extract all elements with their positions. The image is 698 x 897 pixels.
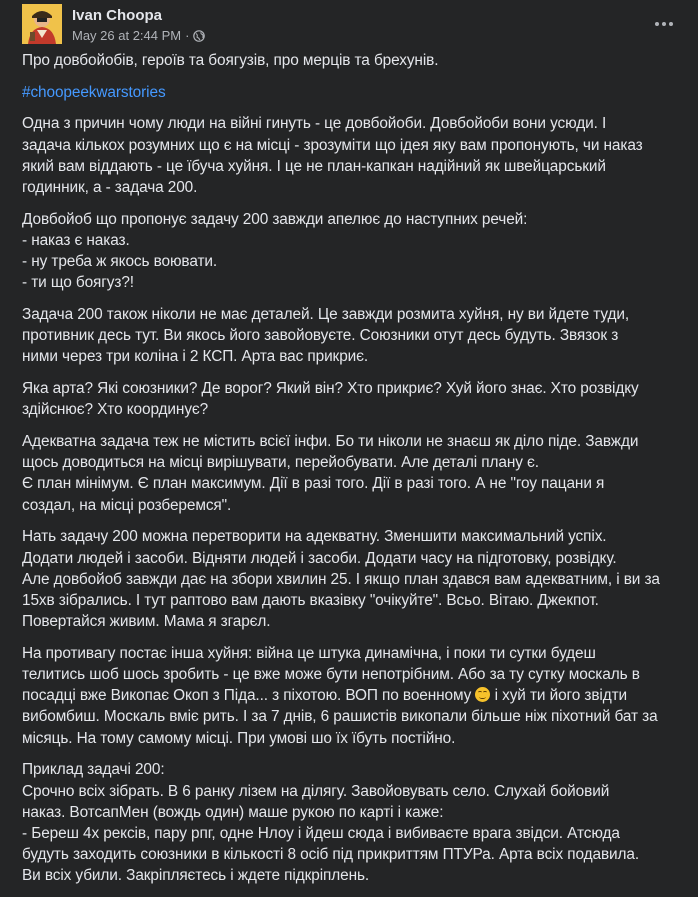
text-line: Срочно всіх зібрать. В 6 ранку лізем на ділягу. Завойовувать село. Слухай бойовий — [22, 782, 610, 800]
text-line: Одна з причин чому люди на війні гинуть - це довбойоби. Довбойоби вони усюди. І — [22, 115, 607, 133]
hashtag-link[interactable]: #choopeekwarstories — [22, 83, 166, 101]
text-line: ними через три коліна і 2 КСП. Арта вас прикриє. — [22, 348, 369, 366]
more-dot-icon — [655, 22, 659, 26]
author-avatar[interactable] — [22, 4, 62, 44]
text-line: годинник, а - задача 200. — [22, 179, 198, 197]
avatar-illustration — [22, 4, 62, 44]
text-line: вибомбиш. Москаль вміє рить. І за 7 днів, 6 рашистів викопали більше ніж піхотний бат за — [22, 708, 658, 726]
author-name[interactable]: Ivan Choopa — [72, 7, 163, 24]
text-line: 15хв зібрались. І тут раптово вам дають вказівку "очікуйте". Всьо. Вітаю. Джекпот. — [22, 591, 599, 609]
text-line: Адекватна задача теж не містить всієї інфи. Бо ти ніколи не знаєш як діло піде. Завжди — [22, 433, 639, 451]
text-line: здійснює? Хто координує? — [22, 401, 209, 419]
text-line: Приклад задачі 200: — [22, 761, 165, 779]
text-line — [22, 685, 682, 706]
globe-icon[interactable] — [193, 30, 205, 42]
paragraph-2 — [22, 209, 682, 294]
text-line: Додати людей і засоби. Відняти людей і засоби. Додати часу на підготовку, розвідку. — [22, 549, 617, 567]
post-meta — [72, 28, 205, 43]
text-line: телитись шоб шось зробить - це вже може бути непотрібним. Або за ту сутку москаль в — [22, 666, 640, 684]
text-line: - Береш 4х рексів, пару рпг, одне Нлоу і йдеш сюда і вибиваєте врага звідси. Атсюда — [22, 825, 620, 842]
text-line: Ви всіх убили. Закріпляєтесь і ждете підкріплень. — [22, 867, 370, 885]
paragraph-1 — [22, 113, 682, 198]
text-line: противник десь тут. Ви якось його завойовуєте. Союзники отут десь будуть. Звязок з — [22, 327, 619, 345]
text-line: Повертайся живим. Мама я згарєл. — [22, 613, 271, 631]
text-line: щось доводиться на місці вирішувати, перейобувати. Але деталі плану є. — [22, 454, 539, 472]
text-line: - наказ є наказ. — [22, 231, 130, 249]
text-fragment: посадці вже Викопає Окоп з Піда... з піхотою. ВОП по военному — [22, 687, 476, 705]
paragraph-3 — [22, 304, 682, 368]
text-line: Є план мінімум. Є план максимум. Дії в разі того. Дії в разі того. А не "гоу пацани я — [22, 475, 605, 493]
text-line: - ну треба ж якось воювати. — [22, 253, 218, 271]
paragraph-8 — [22, 759, 682, 886]
text-line: создал, на місці розберемся". — [22, 496, 232, 514]
more-dot-icon — [662, 22, 666, 26]
text-line: Довбойоб що пропонує задачу 200 завжди апелює до наступних речей: — [22, 210, 528, 228]
text-line: наказ. ВотсапМен (вождь один) маше рукою по карті і каже: — [22, 803, 444, 821]
text-line: Яка арта? Які союзники? Де ворог? Який він? Хто прикриє? Хуй його знає. Хто розвідку — [22, 380, 639, 398]
meta-separator: · — [185, 28, 190, 43]
paragraph-5 — [22, 431, 682, 516]
text-fragment: і хуй ти його звідти — [490, 687, 628, 705]
text-line: Про довбойобів, героїв та боягузів, про мерців та брехунів. — [22, 52, 439, 69]
text-line: задача кількох розумних що є на місці - зрозуміти що ідея яку вам пропонують, чи наказ — [22, 136, 643, 154]
more-options-button[interactable] — [650, 10, 678, 38]
text-line: Нать задачу 200 можна перетворити на адекватну. Зменшити максимальний успіх. — [22, 528, 607, 546]
paragraph-6 — [22, 526, 682, 632]
text-line: Задача 200 також ніколи не має деталей. Це завжди розмита хуйня, ну ви йдете туди, — [22, 306, 629, 324]
text-line: який вам віддають - це їбуча хуйня. І це не план-капкан надійний як швейцарський — [22, 157, 606, 175]
smirk-emoji-icon — [475, 687, 490, 702]
text-line: На противагу постає інша хуйня: війна це штука динамічна, і поки ти сутки будеш — [22, 644, 596, 662]
text-line: будуть заходить союзники в кількості 8 осіб під прикриттям ПТУРа. Арта всіх подавила. — [22, 846, 640, 864]
post-timestamp[interactable]: May 26 at 2:44 PM — [72, 28, 182, 43]
text-line: - ти що боягуз?! — [22, 274, 134, 292]
text-line: Але довбойоб завжди дає на збори хвилин 25. І якщо план здався вам адекватним, і ви за — [22, 570, 660, 588]
post-hashtag-paragraph — [22, 82, 682, 103]
post-header — [22, 4, 682, 48]
more-dot-icon — [669, 22, 673, 26]
text-line: місяць. На тому самому місці. При умові шо їх їбуть постійно. — [22, 729, 456, 747]
paragraph-4 — [22, 378, 682, 420]
paragraph-7 — [22, 643, 682, 749]
post-intro — [22, 50, 682, 71]
post-body — [22, 50, 682, 897]
